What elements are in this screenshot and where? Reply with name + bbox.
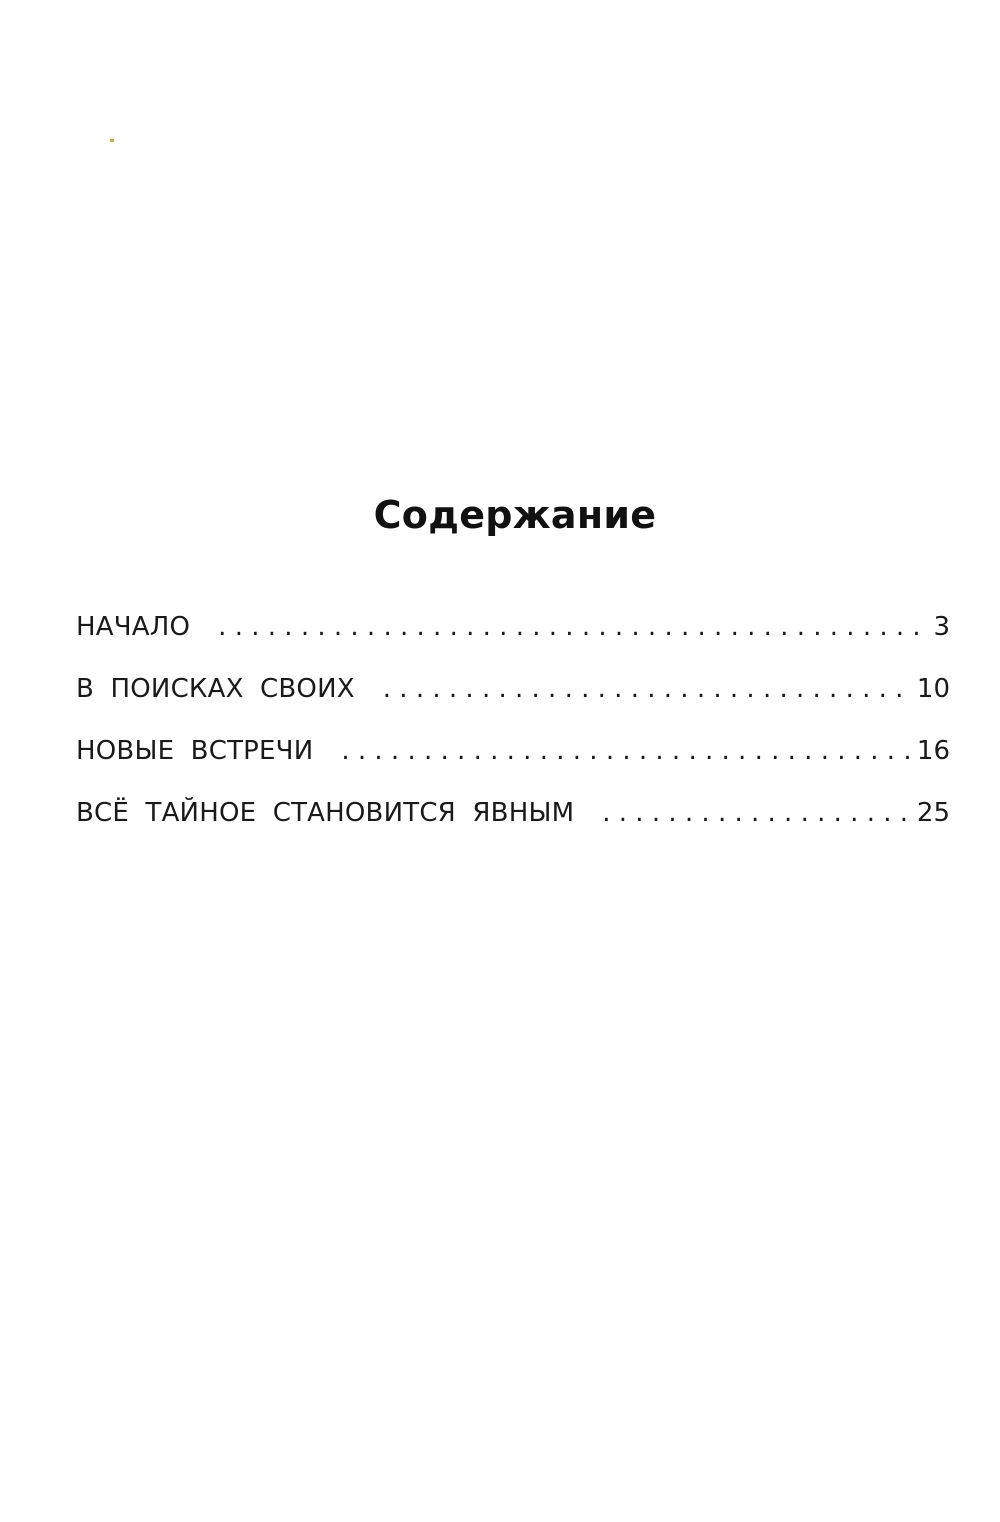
toc-entry-title: НОВЫЕ ВСТРЕЧИ xyxy=(76,736,314,766)
toc-entry-title: НАЧАЛО xyxy=(76,612,191,642)
toc-entry[interactable] xyxy=(76,736,950,798)
toc-entry-title: ВСЁ ТАЙНОЕ СТАНОВИТСЯ ЯВНЫМ xyxy=(76,798,575,828)
toc-entry-page: 3 xyxy=(933,612,950,642)
toc-entry-page: 10 xyxy=(916,674,950,704)
toc-dot-leader xyxy=(341,736,911,766)
toc-dot-leader xyxy=(602,798,911,828)
toc-entry[interactable] xyxy=(76,612,950,674)
toc-entry[interactable] xyxy=(76,674,950,736)
toc-entry-page: 16 xyxy=(916,736,950,766)
toc-entry[interactable] xyxy=(76,798,950,860)
toc-entry-title: В ПОИСКАХ СВОИХ xyxy=(76,674,355,704)
toc-dot-leader xyxy=(383,674,911,704)
toc-entry-page: 25 xyxy=(916,798,950,828)
print-speck xyxy=(110,139,114,142)
page-title: Содержание xyxy=(373,493,657,538)
toc-dot-leader xyxy=(218,612,927,642)
table-of-contents xyxy=(76,612,950,860)
